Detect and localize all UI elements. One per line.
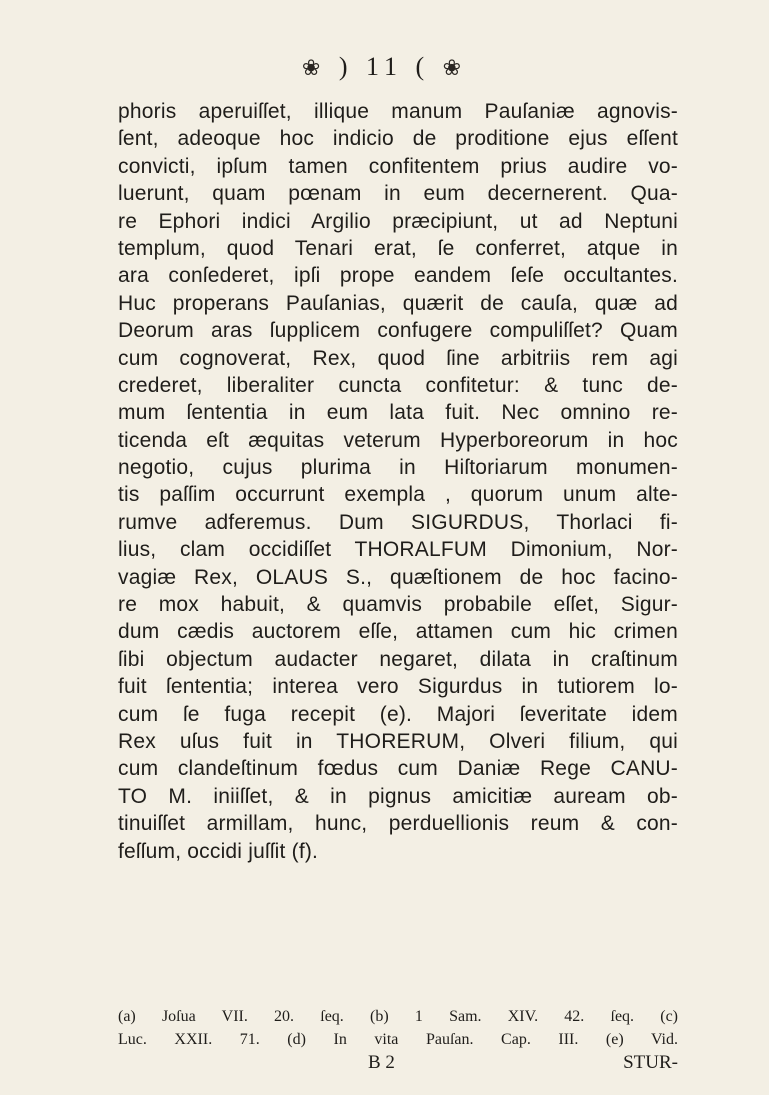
catchword: STUR-	[623, 1052, 678, 1073]
text-line: ſent, adeoque hoc indicio de proditione ejus eſſent	[118, 127, 678, 151]
flower-ornament-icon: ❀	[301, 55, 327, 80]
text-line: templum, quod Tenari erat, ſe conferret, atque in	[118, 236, 678, 260]
page-number: ) 11 (	[338, 52, 431, 81]
text-line: feſſum, occidi juſſit (f).	[118, 839, 319, 863]
text-line: cum clandeſtinum fœdus cum Daniæ Rege CANU-	[118, 757, 678, 781]
body-text	[118, 98, 678, 865]
text-line: mum ſententia in eum lata fuit. Nec omnino re-	[118, 401, 678, 425]
text-line: tinuiſſet armillam, hunc, perduellionis reum & con-	[118, 812, 678, 836]
text-line: lius, clam occidiſſet THORALFUM Dimonium, Nor-	[118, 538, 678, 562]
text-line: convicti, ipſum tamen confitentem prius audire vo-	[118, 154, 678, 178]
text-line: cum cognoverat, Rex, quod ſine arbitriis rem agi	[118, 346, 678, 370]
text-line: luerunt, quam pœnam in eum decernerent. Qua-	[118, 182, 678, 206]
text-line: TO M. iniiſſet, & in pignus amicitiæ auream ob-	[118, 784, 678, 808]
text-line: ticenda eſt æquitas veterum Hyperboreorum in hoc	[118, 428, 678, 452]
footnote-line: (a) Joſua VII. 20. ſeq. (b) 1 Sam. XIV. 42. ſeq. (c)	[118, 1008, 678, 1025]
text-line: ara conſederet, ipſi prope eandem ſeſe occultantes.	[118, 264, 678, 288]
text-line: re Ephori indici Argilio præcipiunt, ut ad Neptuni	[118, 209, 678, 233]
text-line: cum ſe fuga recepit (e). Majori ſeveritate idem	[118, 702, 678, 726]
text-line: fuit ſententia; interea vero Sigurdus in tutiorem lo-	[118, 675, 678, 699]
text-line: phoris aperuiſſet, illique manum Pauſaniæ agnovis-	[118, 100, 678, 123]
text-line: Deorum aras ſupplicem confugere compuliſſet? Quam	[118, 319, 678, 343]
text-line: Rex uſus fuit in THORERUM, Olveri filium, qui	[118, 729, 678, 753]
footnote-line: Luc. XXII. 71. (d) In vita Pauſan. Cap. III. (e) Vid.	[118, 1031, 678, 1048]
flower-ornament-icon: ❀	[442, 55, 468, 80]
page-header	[0, 52, 769, 82]
text-line: vagiæ Rex, OLAUS S., quæſtionem de hoc facino-	[118, 565, 678, 589]
signature-mark: B 2	[368, 1052, 395, 1073]
text-line: crederet, liberaliter cuncta confitetur: & tunc de-	[118, 373, 678, 397]
text-line: Huc properans Pauſanias, quærit de cauſa, quæ ad	[118, 291, 678, 315]
text-line: negotio, cujus plurima in Hiſtoriarum monumen-	[118, 456, 678, 480]
text-line: re mox habuit, & quamvis probabile eſſet, Sigur-	[118, 593, 678, 617]
text-line: tis paſſim occurrunt exempla , quorum unum alte-	[118, 483, 678, 507]
text-line: ſibi objectum audacter negaret, dilata in craſtinum	[118, 647, 678, 671]
text-line: dum cædis auctorem eſſe, attamen cum hic crimen	[118, 620, 678, 644]
text-line: rumve adferemus. Dum SIGURDUS, Thorlaci fi-	[118, 510, 678, 534]
